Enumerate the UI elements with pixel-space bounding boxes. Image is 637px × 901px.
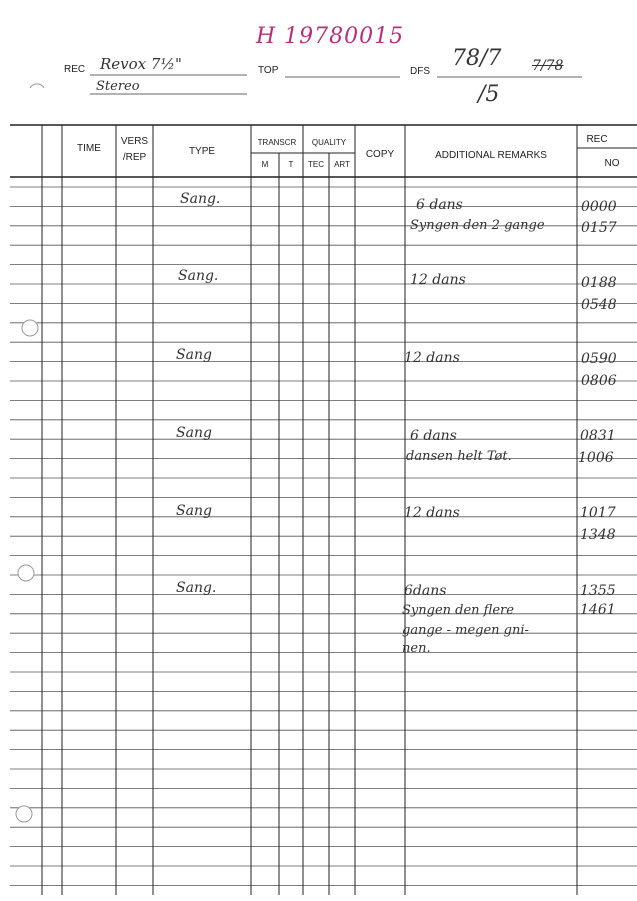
punch-hole bbox=[16, 806, 32, 822]
col-time: TIME bbox=[77, 143, 101, 154]
punch-hole bbox=[30, 84, 44, 88]
archive-number: H 19780015 bbox=[256, 24, 405, 49]
entry-remark: 12 dans bbox=[410, 272, 466, 288]
entry-rec-no: 1348 bbox=[580, 527, 616, 543]
col-transcr: TRANSCR bbox=[257, 138, 297, 147]
top-label: TOP bbox=[258, 65, 279, 76]
entry-remark: nen. bbox=[402, 641, 431, 656]
entry-remark: gange - megen gni- bbox=[402, 623, 529, 638]
entry-remark: Syngen den flere bbox=[402, 603, 514, 618]
entry-type: Sang bbox=[176, 347, 212, 363]
entry-remark: 6dans bbox=[404, 583, 447, 599]
entry-type: Sang. bbox=[180, 191, 221, 207]
punch-hole bbox=[22, 320, 38, 336]
col-quality: QUALITY bbox=[311, 138, 347, 147]
rec-value-2: Stereo bbox=[96, 79, 140, 94]
entry-rec-no: 0590 bbox=[581, 351, 617, 367]
col-t: T bbox=[288, 160, 294, 169]
col-rep: /REP bbox=[122, 152, 147, 163]
entry-rec-no: 1006 bbox=[578, 450, 614, 466]
col-art: ART bbox=[334, 160, 350, 169]
entry-type: Sang. bbox=[178, 268, 219, 284]
col-m: M bbox=[261, 160, 269, 169]
entry-rec-no: 0806 bbox=[581, 373, 617, 389]
entry-type: Sang. bbox=[176, 580, 217, 596]
dfs-label: DFS bbox=[410, 66, 430, 77]
entry-rec-no: 0548 bbox=[581, 297, 617, 313]
entry-type: Sang bbox=[176, 425, 212, 441]
col-rec: REC bbox=[586, 134, 608, 145]
entry-rec-no: 0157 bbox=[581, 220, 617, 236]
entry-type: Sang bbox=[176, 503, 212, 519]
entry-rec-no: 0188 bbox=[581, 275, 617, 291]
entry-rec-no: 1017 bbox=[580, 505, 616, 521]
col-no: NO bbox=[604, 158, 620, 169]
dfs-value-2: /5 bbox=[478, 82, 500, 107]
entry-rec-no: 1355 bbox=[580, 583, 616, 599]
entry-remark: Syngen den 2 gange bbox=[410, 218, 545, 233]
col-type: TYPE bbox=[188, 146, 216, 157]
entry-remark: 12 dans bbox=[404, 350, 460, 366]
col-vers: VERS bbox=[120, 136, 149, 147]
entry-remark: dansen helt Tøt. bbox=[406, 449, 512, 464]
rec-label: REC bbox=[64, 64, 86, 75]
col-copy: COPY bbox=[365, 149, 395, 160]
entry-rec-no: 0000 bbox=[581, 199, 617, 215]
rec-value: Revox 7½" bbox=[100, 55, 182, 73]
entry-remark: 12 dans bbox=[404, 505, 460, 521]
entry-rec-no: 1461 bbox=[580, 602, 616, 618]
entry-remark: 6 dans bbox=[410, 428, 457, 444]
dfs-value-3: 7/78 bbox=[532, 58, 564, 74]
dfs-value: 78/7 bbox=[452, 46, 502, 71]
punch-hole bbox=[18, 565, 34, 581]
entry-remark: 6 dans bbox=[416, 197, 463, 213]
col-tec: TEC bbox=[308, 160, 324, 169]
entry-rec-no: 0831 bbox=[580, 428, 616, 444]
col-remarks: ADDITIONAL REMARKS bbox=[435, 150, 547, 161]
